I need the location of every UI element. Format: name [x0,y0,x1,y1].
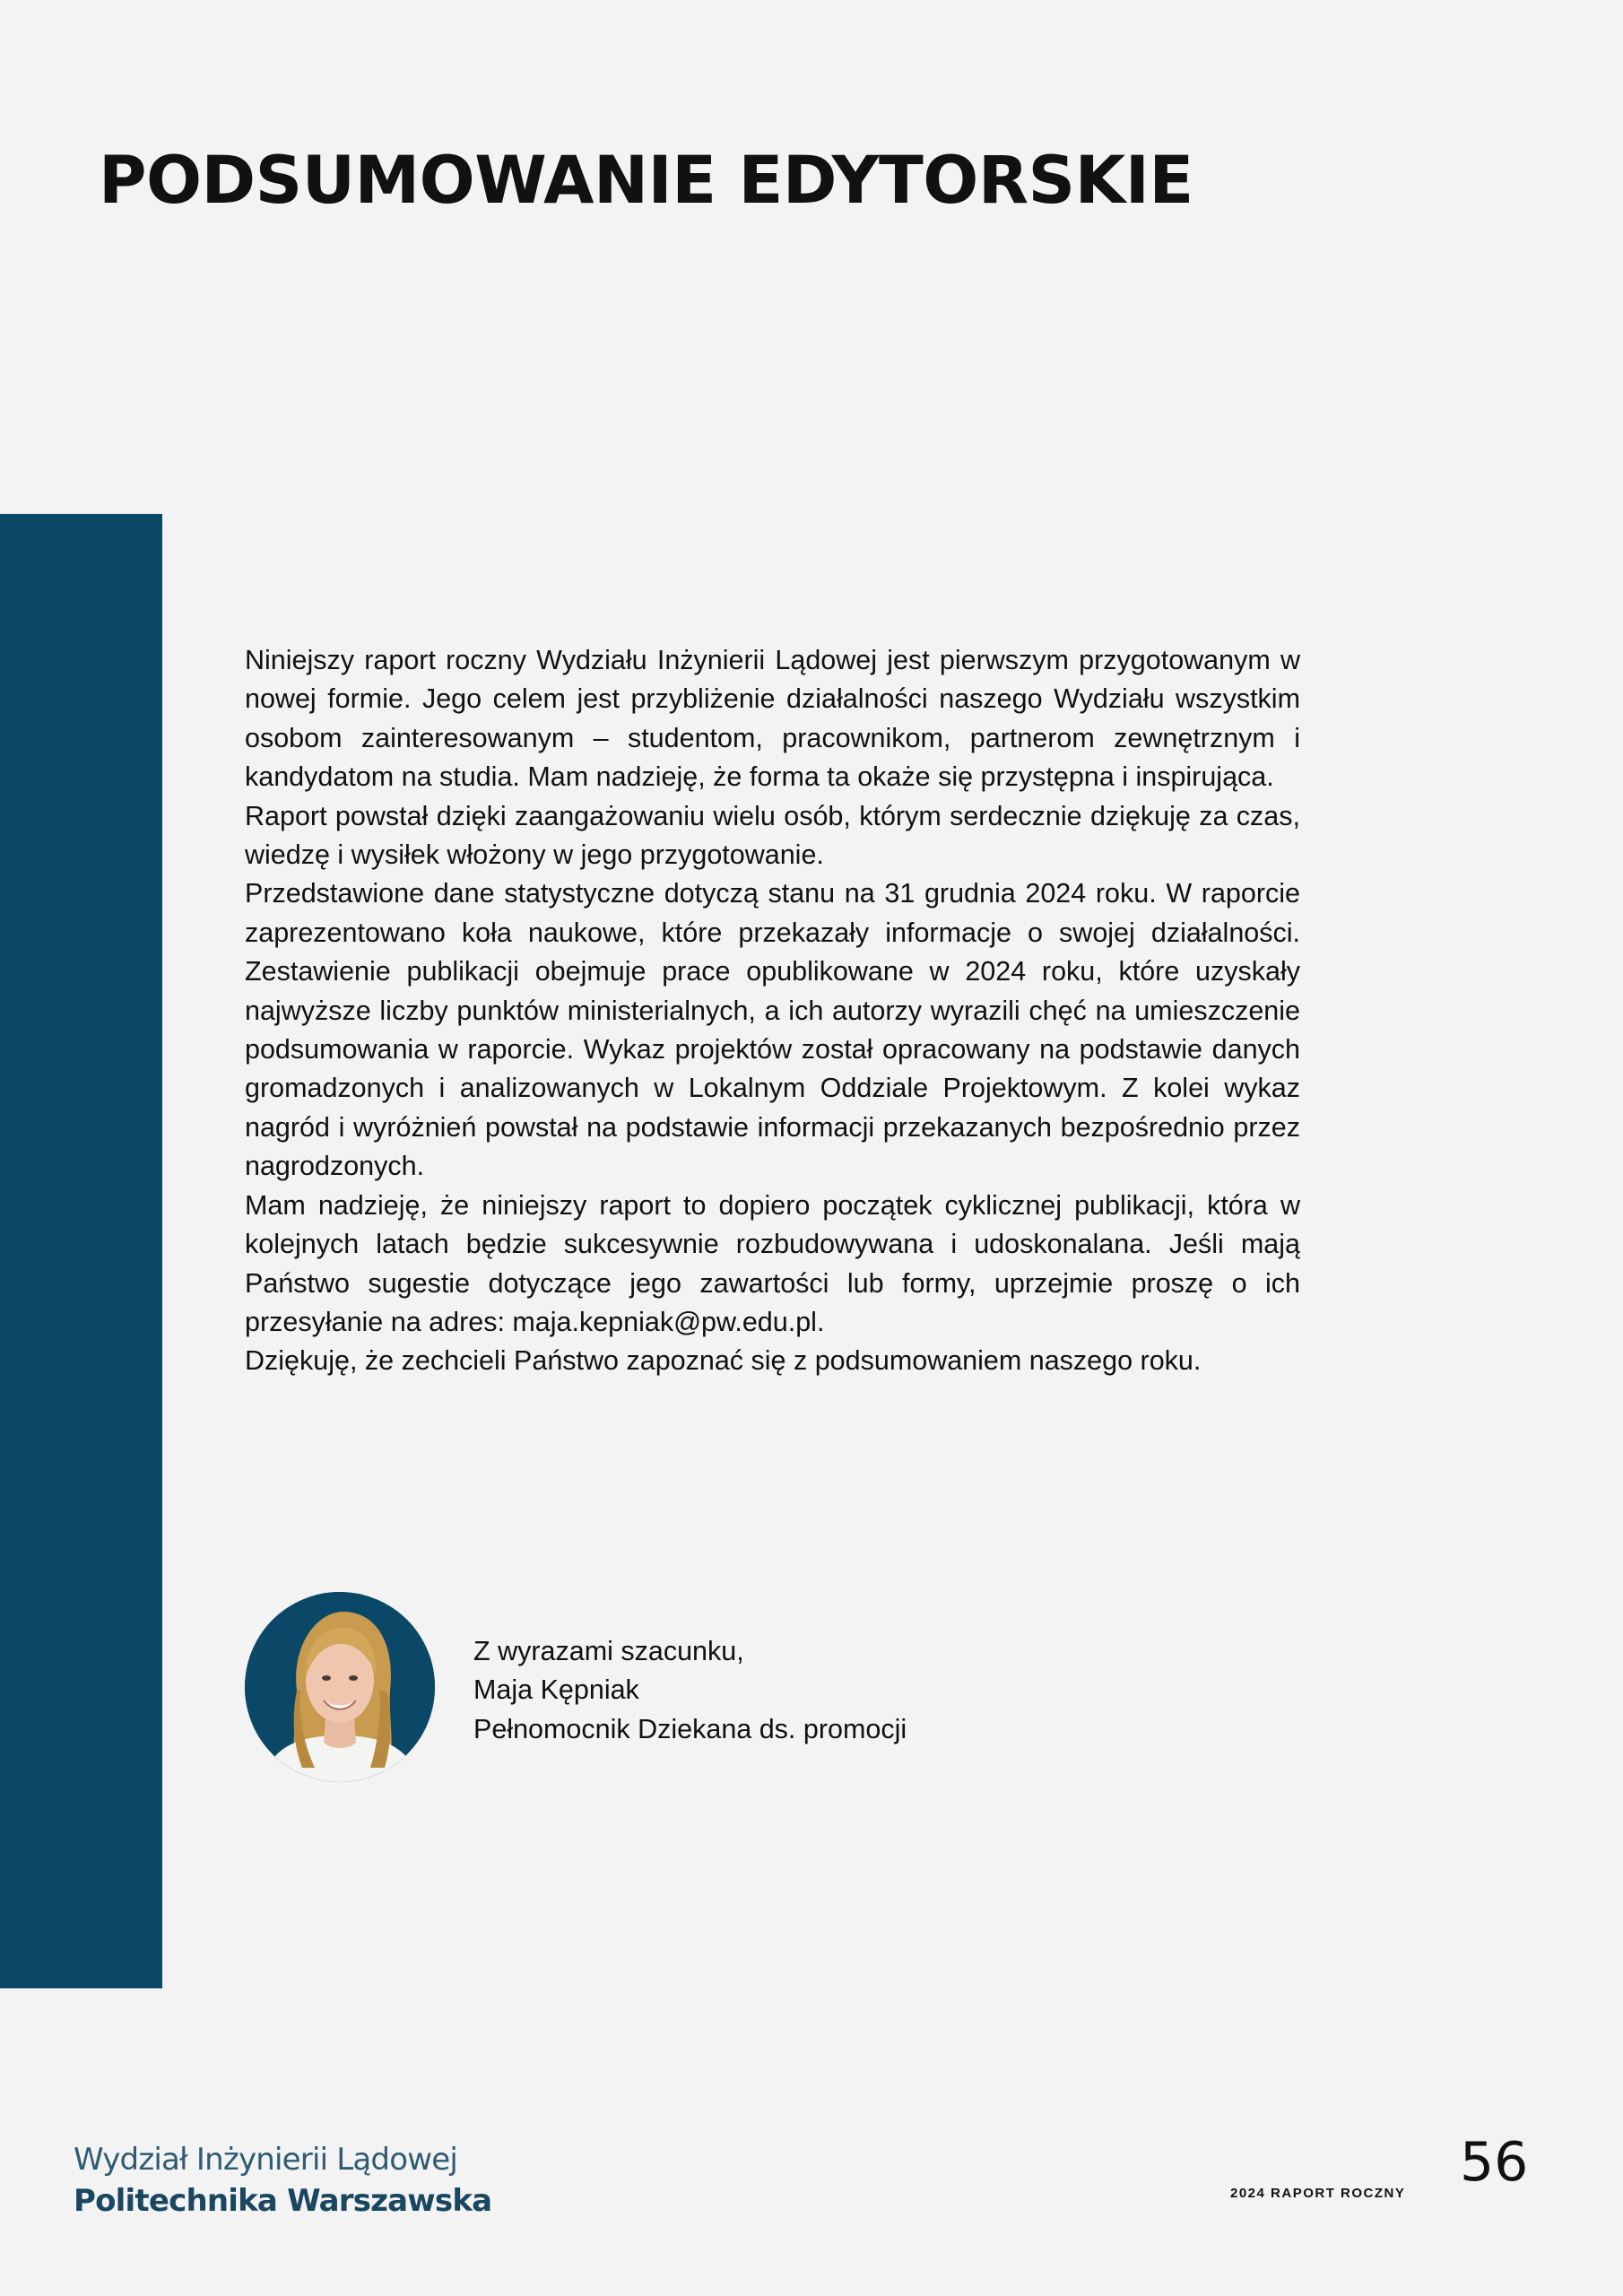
page-number: 56 [1460,2131,1529,2194]
paragraph: Przedstawione dane statystyczne dotyczą stanu na 31 grudnia 2024 roku. W raporcie zaprezentowano koła naukowe, które przekazały informacje o swojej działalności. Zestawienie publikacji obejmuje prace opublikowane w 2024 roku, które uzyskały najwyższe liczby punktów ministerialnych, a ich autorzy wyrazili chęć na umieszczenie podsumowania w raporcie. Wykaz projektów został opracowany na podstawie danych gromadzonych i analizowanych w Lokalnym Oddziale Projektowym. Z kolei wykaz nagród i wyróżnień powstał na podstawie informacji przekazanych bezpośrednio przez nagrodzonych. [245,878,1300,1182]
paragraph: Dziękuję, że zechcieli Państwo zapoznać się z podsumowaniem naszego roku. [245,1345,1202,1377]
paragraph: Mam nadzieję, że niniejszy raport to dopiero początek cyklicznej publikacji, która w kolejnych latach będzie sukcesywnie rozbudowywana i udoskonalana. Jeśli mają Państwo sugestie dotyczące jego zawartości lub formy, uprzejmie proszę o ich przesyłanie na adres: maja.kepniak@pw.edu.pl. [245,1189,1300,1337]
editorial-text [245,641,1300,1381]
paragraph: Niniejszy raport roczny Wydziału Inżynierii Lądowej jest pierwszym przygotowanym w nowej formie. Jego celem jest przybliżenie działalności naszego Wydziału wszystkim osobom zainteresowanym – studentom, pracownikom, partnerom zewnętrznym i kandydatom na studia. Mam nadzieję, że forma ta okaże się przystępna i inspirująca. [245,645,1300,793]
author-role: Pełnomocnik Dziekana ds. promocji [473,1713,907,1744]
closing-line: Z wyrazami szacunku, [473,1636,744,1666]
report-label: 2024 RAPORT ROCZNY [1230,2186,1406,2201]
university-name: Politechnika Warszawska [74,2183,492,2219]
author-name: Maja Kępniak [473,1674,639,1706]
paragraph: Raport powstał dzięki zaangażowaniu wielu osób, którym serdecznie dziękuję za czas, wiedzę i wysiłek włożony w jego przygotowanie. [245,800,1300,871]
accent-bar [0,514,162,1988]
faculty-logo [74,2139,491,2222]
faculty-name: Wydział Inżynierii Lądowej [74,2142,457,2178]
author-photo [245,1592,435,1782]
page-title: PODSUMOWANIE EDYTORSKIE [99,143,1193,219]
signature-block [473,1632,907,1749]
